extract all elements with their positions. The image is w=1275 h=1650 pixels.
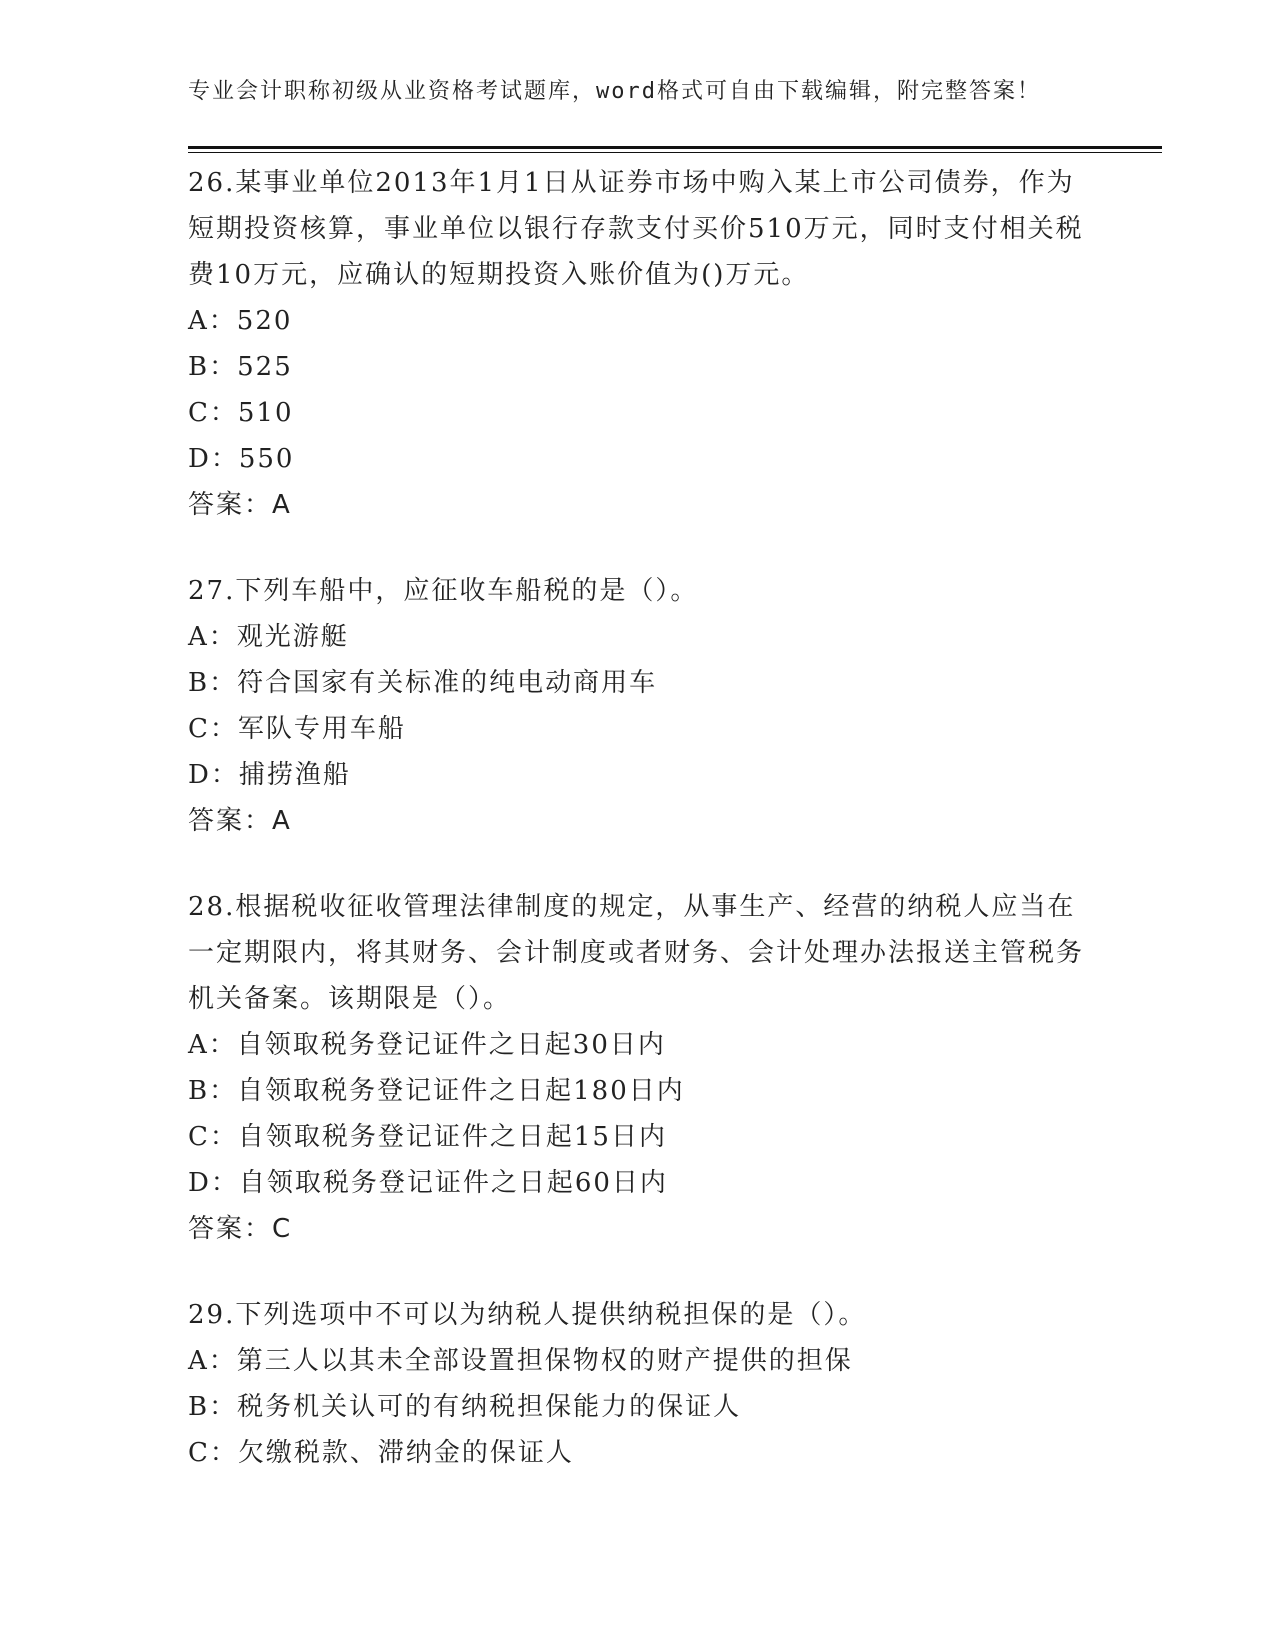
option-b: B：自领取税务登记证件之日起180日内 [188,1076,685,1106]
question-text: 27.下列车船中，应征收车船税的是（）。 [188,576,699,606]
page-header: 专业会计职称初级从业资格考试题库，word格式可自由下载编辑，附完整答案！ [188,79,1041,104]
option-b: B：525 [188,352,293,382]
option-d: D：自领取税务登记证件之日起60日内 [188,1168,668,1198]
option-c: C：自领取税务登记证件之日起15日内 [188,1122,667,1152]
header-rule [188,146,1162,149]
option-a: A：自领取税务登记证件之日起30日内 [188,1030,666,1060]
option-b: B：符合国家有关标准的纯电动商用车 [188,668,658,698]
option-a: A：第三人以其未全部设置担保物权的财产提供的担保 [188,1346,853,1376]
answer: 答案：A [188,806,292,836]
option-a: A：观光游艇 [188,622,349,652]
option-d: D：550 [188,444,295,474]
header-rule-thin [188,152,1162,153]
option-d: D：捕捞渔船 [188,760,351,790]
question-26 [188,160,1088,528]
question-text: 29.下列选项中不可以为纳税人提供纳税担保的是（）。 [188,1300,867,1330]
question-list [188,160,1088,1516]
question-text: 28.根据税收征收管理法律制度的规定，从事生产、经营的纳税人应当在一定期限内，将其财务、会计制度或者财务、会计处理办法报送主管税务机关备案。该期限是（）。 [188,892,1085,1014]
question-28 [188,884,1088,1252]
question-29 [188,1292,1088,1476]
question-27 [188,568,1088,844]
option-c: C：510 [188,398,294,428]
option-a: A：520 [188,306,293,336]
option-c: C：军队专用车船 [188,714,406,744]
option-b: B：税务机关认可的有纳税担保能力的保证人 [188,1392,742,1422]
question-text: 26.某事业单位2013年1月1日从证券市场中购入某上市公司债券，作为短期投资核算，事业单位以银行存款支付买价510万元，同时支付相关税费10万元，应确认的短期投资入账价值为()万元。 [188,168,1084,290]
answer: 答案：A [188,490,292,520]
option-c: C：欠缴税款、滞纳金的保证人 [188,1438,574,1468]
answer: 答案：C [188,1214,293,1244]
